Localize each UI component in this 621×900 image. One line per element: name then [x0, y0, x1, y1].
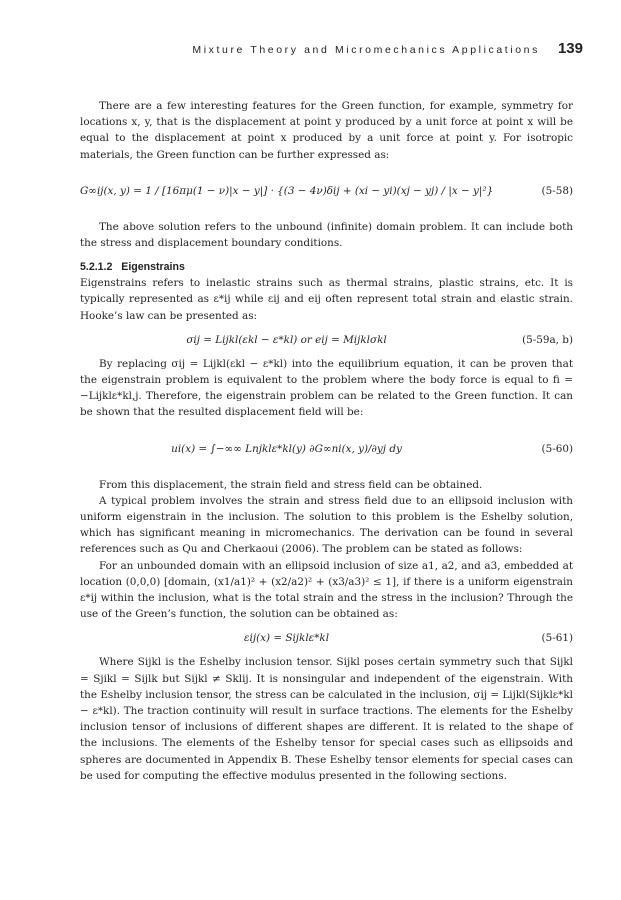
- paragraph: By replacing σij = Lijkl(εkl − ε*kl) into the equilibrium equation, it can be proven that the eigenstrain problem is equivalent to the problem where the body force is equal to fi = −Lijklε*kl,j. Therefore, the eigenstrain problem can be related to the Green function. It can be shown that the resulted displacement field will be:: [80, 357, 573, 419]
- equation-body: σij = Lijkl(εkl − ε*kl) or eij = Mijklσkl: [186, 333, 387, 346]
- paragraph: The above solution refers to the unbound (infinite) domain problem. It can include both the stress and displacement boundary conditions.: [80, 220, 573, 250]
- equation-body: ui(x) = ∫−∞∞ Lnjklε*kl(y) ∂G∞ni(x, y)/∂yj dy: [171, 442, 402, 455]
- running-title: Mixture Theory and Micromechanics Applications: [192, 44, 540, 56]
- paragraph: Where Sijkl is the Eshelby inclusion tensor. Sijkl poses certain symmetry such that Sijkl = Sjikl = Sijlk but Sijkl ≠ Sklij. It is nonsingular and independent of the eigenstrain. With the Eshelby inclusion tensor, the stress can be calculated in the inclusion, σij = Lijkl(Sijklε*kl − ε*kl). The traction continuity will result in surface tractions. The elements for the Eshelby inclusion tensor of inclusions of different shapes are different. It is related to the shape of the inclusions. The elements of the Eshelby tensor for special cases such as ellipsoids and spheres are documented in Appendix B. These Eshelby tensor elements for special cases can be used for computing the effective modulus presented in the following sections.: [80, 656, 573, 782]
- section-heading: [80, 259, 573, 275]
- equation-5-60: [80, 425, 573, 473]
- paragraph: A typical problem involves the strain and stress field due to an ellipsoid inclusion with uniform eigenstrain in the inclusion. The solution to this problem is the Eshelby solution, which has significant meaning in micromechanics. The derivation can be found in several references such as Qu and Cherkaoui (2006). The problem can be stated as follows:: [80, 494, 573, 556]
- equation-number: (5-59a, b): [522, 333, 573, 346]
- paragraph: From this displacement, the strain field and stress field can be obtained.: [99, 478, 483, 491]
- paragraph: For an unbounded domain with an ellipsoid inclusion of size a1, a2, and a3, embedded at location (0,0,0) [domain, (x1/a1)² + (x2/a2)² + (x3/a3)² ≤ 1], if there is a uniform eigenstrain ε*ij within the inclusion, what is the total strain and the stress in the inclusion? Through the use of the Green’s function, the solution can be obtained as:: [80, 559, 573, 621]
- equation-body: εij(x) = Sijklε*kl: [243, 632, 330, 645]
- running-header: [80, 40, 583, 64]
- equation-number: (5-61): [541, 632, 573, 645]
- equation-5-58: [80, 167, 573, 215]
- equation-body: G∞ij(x, y) = 1 / [16πμ(1 − ν)|x − y|] · {(3 − 4ν)δij + (xi − yi)(xj − yj) / |x − y|²}: [80, 184, 494, 197]
- paragraph: There are a few interesting features for the Green function, for example, symmetry for locations x, y, that is the displacement at point y produced by a unit force at point x will be equal to the displacement at point x produced by a unit force at point y. For isotropic materials, the Green function can be further expressed as:: [80, 100, 573, 161]
- section-number: 5.2.1.2: [80, 261, 113, 274]
- equation-number: (5-58): [541, 184, 573, 197]
- section-title: Eigenstrains: [121, 261, 185, 274]
- paragraph: Eigenstrains refers to inelastic strains such as thermal strains, plastic strains, etc. It is typically represented as ε*ij while εij and eij often represent total strain and elastic strain. Hooke’s law can be presented as:: [80, 277, 573, 322]
- equation-5-61: [80, 626, 573, 650]
- equation-5-59: [80, 328, 573, 352]
- page-body: [80, 98, 573, 784]
- page-number: 139: [557, 40, 583, 57]
- equation-number: (5-60): [541, 442, 573, 455]
